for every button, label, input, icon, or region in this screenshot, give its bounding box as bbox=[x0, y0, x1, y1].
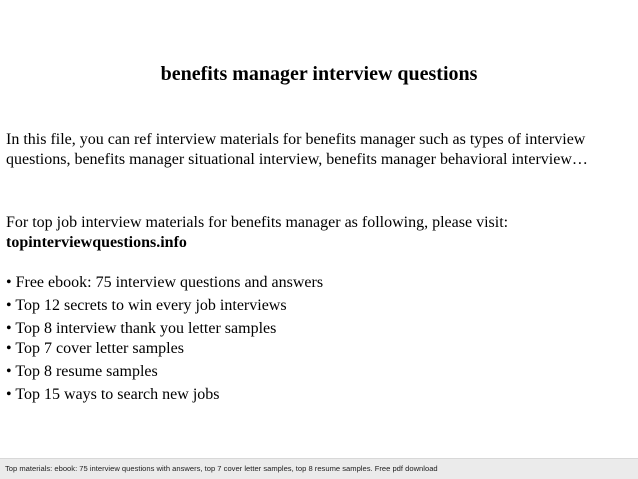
bullet-item-ebook: • Free ebook: 75 interview questions and answers bbox=[6, 274, 324, 291]
bullet-list bbox=[6, 273, 626, 408]
intro-paragraph: In this file, you can ref interview materials for benefits manager such as types of interview questions, benefits manager situational interview, benefits manager behavioral interview… bbox=[6, 131, 588, 168]
footer-bar: Top materials: ebook: 75 interview questions with answers, top 7 cover letter samples, top 8 resume samples. Free pdf download bbox=[0, 458, 638, 479]
bullet-item-resume: • Top 8 resume samples bbox=[6, 363, 158, 380]
bullet-item-thank-you: • Top 8 interview thank you letter samples bbox=[6, 320, 277, 337]
visit-text: For top job interview materials for benefits manager as following, please visit: bbox=[6, 214, 509, 231]
bullet-item-cover-letter: • Top 7 cover letter samples bbox=[6, 340, 184, 357]
site-link[interactable]: topinterviewquestions.info bbox=[6, 234, 187, 251]
bullet-item-search-jobs: • Top 15 ways to search new jobs bbox=[6, 386, 220, 403]
visit-paragraph bbox=[6, 213, 626, 253]
bullet-item-secrets: • Top 12 secrets to win every job interviews bbox=[6, 297, 287, 314]
slide-title: benefits manager interview questions bbox=[160, 63, 478, 85]
